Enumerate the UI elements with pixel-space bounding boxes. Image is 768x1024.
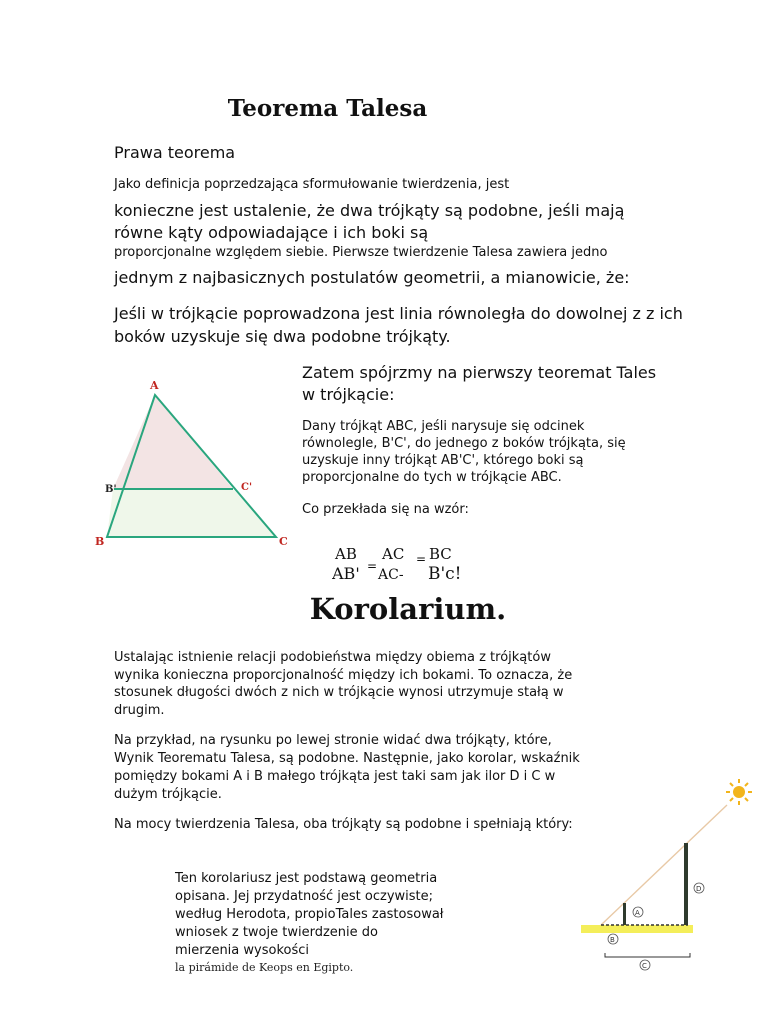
- paragraph-7: Na mocy twierdzenia Talesa, oba trójkąty są podobne i spełniają który:: [114, 817, 573, 832]
- marker-b-label: B: [610, 936, 615, 944]
- vertex-label-a: A: [150, 379, 159, 392]
- formula-denominator-ab-prime: AB': [332, 564, 360, 583]
- formula-numerator-ac: AC: [382, 545, 405, 563]
- paragraph-1-line-3: proporcjonalne względem siebie. Pierwsze twierdzenie Talesa zawiera jedno: [114, 245, 608, 260]
- ground-strip: [581, 925, 693, 933]
- formula-numerator-ab: AB: [335, 545, 357, 563]
- vertex-label-b-prime: B': [105, 484, 117, 495]
- upper-triangle-fill: [113, 395, 233, 489]
- big-pole: [684, 843, 688, 925]
- paragraph-8: Ten korolariusz jest podstawą geometria opisana. Jej przydatność jest oczywiste; według Herodota, propioTales zastosował wniosek z twoje twierdzenie do mierzenia wysokości: [175, 871, 444, 958]
- subtitle: Prawa teorema: [114, 143, 236, 162]
- paragraph-8-cut-line: la pirámide de Keops en Egipto.: [175, 961, 354, 974]
- paragraph-5: Ustalając istnienie relacji podobieństwa między obiema z trójkątów wynika konieczna proporcjonalność między ich bokami. To oznacza, że stosunek długości dwóch z nich w trójkącie wynosi utrzymuje stałą w drugim.: [114, 650, 573, 718]
- marker-d-label: D: [696, 885, 702, 893]
- paragraph-4: Co przekłada się na wzór:: [302, 502, 469, 517]
- formula-equals-2: =: [416, 552, 427, 566]
- page-title: Teorema Talesa: [227, 95, 428, 122]
- paragraph-1-line-2: konieczne jest ustalenie, że dwa trójkąty są podobne, jeśli mają równe kąty odpowiadające i ich boki są: [114, 201, 625, 242]
- paragraph-3: Dany trójkąt ABC, jeśli narysuje się odcinek równolegle, B'C', do jednego z boków trójkąta, się uzyskuje inny trójkąt AB'C', którego boki są proporcjonalne do tych w trójkącie ABC.: [302, 419, 626, 485]
- paragraph-1-line-1: Jako definicja poprzedzająca sformułowanie twierdzenia, jest: [114, 177, 510, 192]
- vertex-label-c: C: [279, 535, 288, 548]
- vertex-label-b: B: [95, 535, 105, 548]
- measure-bracket: [605, 953, 690, 957]
- lower-trapezoid-fill: [107, 489, 276, 537]
- marker-c-label: C: [642, 962, 647, 970]
- sun-icon: [726, 779, 752, 805]
- vertex-label-c-prime: C': [241, 482, 253, 493]
- paragraph-1-line-4: jednym z najbasicznych postulatów geometrii, a mianowicie, że:: [114, 268, 630, 287]
- paragraph-2: Jeśli w trójkącie poprowadzona jest linia równoległa do dowolnej z z ich boków uzyskuje się dwa podobne trójkąty.: [114, 304, 683, 346]
- corollary-heading: Korolarium.: [309, 592, 507, 626]
- formula-equals-1: =: [367, 559, 378, 573]
- shadow-measurement-figure: [575, 775, 760, 975]
- paragraph-6: Na przykład, na rysunku po lewej stronie widać dwa trójkąty, które, Wynik Teorematu Talesa, są podobne. Następnie, jako korolar, wskaźnik pomiędzy bokami A i B małego trójkąta jest taki sam jak ilor D i C w dużym trójkącie.: [114, 733, 580, 802]
- formula-denominator-bc-prime: B'c!: [428, 564, 462, 584]
- section-heading: Zatem spójrzmy na pierwszy teoremat Tales w trójkącie:: [302, 363, 657, 404]
- small-pole: [623, 903, 626, 925]
- triangle-figure: [92, 375, 292, 550]
- marker-a-label: A: [635, 909, 640, 917]
- sun-ray: [601, 805, 727, 925]
- formula-denominator-ac: AC-: [378, 567, 404, 583]
- formula-numerator-bc: BC: [429, 545, 452, 563]
- thales-formula: [332, 545, 482, 585]
